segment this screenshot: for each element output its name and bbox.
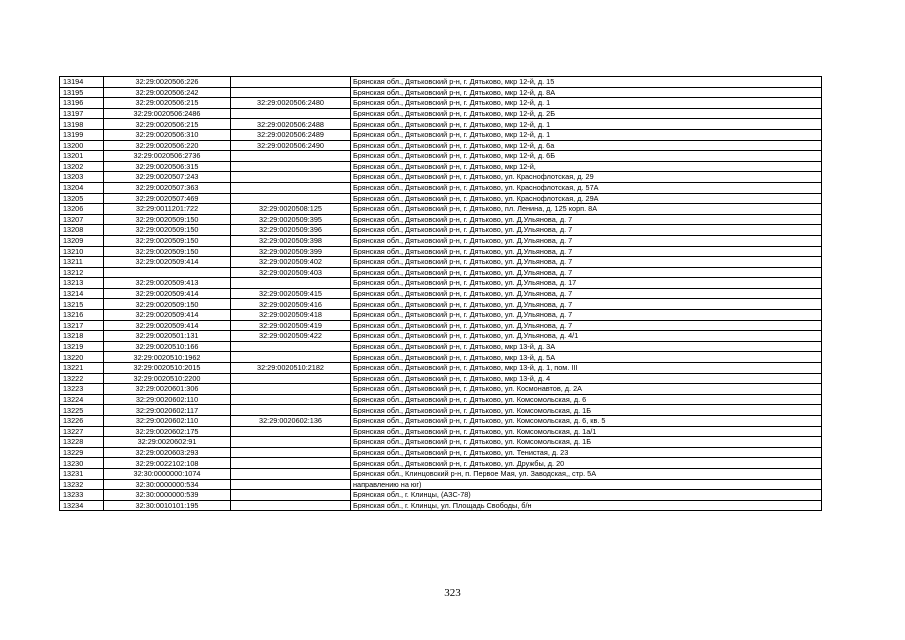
row-number-cell: 13226: [60, 416, 104, 427]
parent-cadastral-number-cell: [231, 278, 351, 289]
row-number-cell: 13219: [60, 341, 104, 352]
address-cell: Брянская обл., г. Клинцы, ул. Площадь Свободы, б/н: [351, 500, 822, 511]
row-number-cell: 13196: [60, 98, 104, 109]
parent-cadastral-number-cell: [231, 447, 351, 458]
cadastral-number-cell: 32:29:0020509:414: [104, 310, 231, 321]
cadastral-number-cell: 32:29:0020506:2736: [104, 151, 231, 162]
table-row: [60, 278, 822, 289]
table-row: [60, 235, 822, 246]
cadastral-number-cell: 32:29:0020506:2486: [104, 108, 231, 119]
row-number-cell: 13216: [60, 310, 104, 321]
cadastral-number-cell: 32:29:0020510:166: [104, 341, 231, 352]
table-row: [60, 426, 822, 437]
table-row: [60, 225, 822, 236]
cadastral-number-cell: 32:29:0020501:131: [104, 331, 231, 342]
row-number-cell: 13218: [60, 331, 104, 342]
address-cell: Брянская обл., Дятьковский р-н, г. Дятьково, мкр 12-й, д. 1: [351, 98, 822, 109]
parent-cadastral-number-cell: [231, 373, 351, 384]
parent-cadastral-number-cell: 32:29:0020509:395: [231, 214, 351, 225]
parent-cadastral-number-cell: 32:29:0020509:398: [231, 235, 351, 246]
address-cell: Брянская обл., Дятьковский р-н, г. Дятьково, мкр 13-й, д. 1, пом. III: [351, 363, 822, 374]
address-cell: Брянская обл., Дятьковский р-н, г. Дятьково, ул. Д.Ульянова, д. 7: [351, 267, 822, 278]
row-number-cell: 13208: [60, 225, 104, 236]
address-cell: Брянская обл., Дятьковский р-н, г. Дятьково, мкр 13-й, д. 5А: [351, 352, 822, 363]
parent-cadastral-number-cell: 32:29:0020509:415: [231, 288, 351, 299]
row-number-cell: 13234: [60, 500, 104, 511]
cadastral-number-cell: 32:29:0020509:414: [104, 320, 231, 331]
table-row: [60, 151, 822, 162]
address-cell: Брянская обл., Дятьковский р-н, г. Дятьково, ул. Д.Ульянова, д. 7: [351, 299, 822, 310]
table-row: [60, 373, 822, 384]
parent-cadastral-number-cell: 32:29:0020509:396: [231, 225, 351, 236]
table-row: [60, 331, 822, 342]
address-cell: Брянская обл., г. Клинцы, (АЗС-78): [351, 490, 822, 501]
row-number-cell: 13224: [60, 394, 104, 405]
parent-cadastral-number-cell: 32:29:0020506:2489: [231, 129, 351, 140]
address-cell: направлению на юг): [351, 479, 822, 490]
parent-cadastral-number-cell: 32:29:0020506:2490: [231, 140, 351, 151]
row-number-cell: 13197: [60, 108, 104, 119]
table-row: [60, 108, 822, 119]
parent-cadastral-number-cell: 32:29:0020510:2182: [231, 363, 351, 374]
cadastral-number-cell: 32:29:0020509:150: [104, 214, 231, 225]
address-cell: Брянская обл., Дятьковский р-н, г. Дятьково, ул. Комсомольская, д. 1а/1: [351, 426, 822, 437]
table-row: [60, 479, 822, 490]
parent-cadastral-number-cell: 32:29:0020508:125: [231, 204, 351, 215]
cadastral-number-cell: 32:30:0000000:1074: [104, 468, 231, 479]
cadastral-number-cell: 32:29:0020507:363: [104, 182, 231, 193]
table-row: [60, 500, 822, 511]
address-cell: Брянская обл., Дятьковский р-н, г. Дятьково, ул. Краснофлотская, д. 29: [351, 172, 822, 183]
cadastral-number-cell: 32:29:0020509:414: [104, 288, 231, 299]
parent-cadastral-number-cell: 32:29:0020509:419: [231, 320, 351, 331]
table-row: [60, 119, 822, 130]
parent-cadastral-number-cell: [231, 468, 351, 479]
parent-cadastral-number-cell: [231, 479, 351, 490]
cadastral-number-cell: 32:29:0020507:243: [104, 172, 231, 183]
parent-cadastral-number-cell: [231, 108, 351, 119]
address-cell: Брянская обл., Дятьковский р-н, г. Дятьково, ул. Комсомольская, д. 1Б: [351, 437, 822, 448]
row-number-cell: 13229: [60, 447, 104, 458]
cadastral-number-cell: 32:29:0020602:91: [104, 437, 231, 448]
row-number-cell: 13223: [60, 384, 104, 395]
address-cell: Брянская обл., Дятьковский р-н, г. Дятьково, ул. Комсомольская, д. 6, кв. 5: [351, 416, 822, 427]
table-row: [60, 394, 822, 405]
table-row: [60, 182, 822, 193]
cadastral-number-cell: 32:29:0020506:315: [104, 161, 231, 172]
cadastral-number-cell: 32:29:0011201:722: [104, 204, 231, 215]
row-number-cell: 13199: [60, 129, 104, 140]
address-cell: Брянская обл., Дятьковский р-н, г. Дятьково, мкр 12-й, д. 2Б: [351, 108, 822, 119]
parent-cadastral-number-cell: [231, 458, 351, 469]
cadastral-number-cell: [104, 267, 231, 278]
parent-cadastral-number-cell: [231, 405, 351, 416]
page-number: 323: [444, 587, 461, 599]
address-cell: Брянская обл., Дятьковский р-н, г. Дятьково, мкр 12-й, д. 15: [351, 77, 822, 88]
parent-cadastral-number-cell: [231, 161, 351, 172]
cadastral-number-cell: 32:29:0020506:310: [104, 129, 231, 140]
address-cell: Брянская обл., Дятьковский р-н, г. Дятьково, пл. Ленина, д. 125 корп. 8А: [351, 204, 822, 215]
address-cell: Брянская обл., Дятьковский р-н, г. Дятьково, ул. Комсомольская, д. 6: [351, 394, 822, 405]
table-row: [60, 363, 822, 374]
table-row: [60, 204, 822, 215]
row-number-cell: 13221: [60, 363, 104, 374]
address-cell: Брянская обл., Дятьковский р-н, г. Дятьково, мкр 12-й,: [351, 161, 822, 172]
table-row: [60, 490, 822, 501]
cadastral-number-cell: 32:29:0020602:117: [104, 405, 231, 416]
parent-cadastral-number-cell: 32:29:0020509:422: [231, 331, 351, 342]
cadastral-number-cell: 32:29:0020601:306: [104, 384, 231, 395]
parent-cadastral-number-cell: [231, 437, 351, 448]
table-row: [60, 246, 822, 257]
row-number-cell: 13209: [60, 235, 104, 246]
address-cell: Брянская обл., Дятьковский р-н, г. Дятьково, ул. Д.Ульянова, д. 4/1: [351, 331, 822, 342]
cadastral-number-cell: 32:29:0020510:1962: [104, 352, 231, 363]
address-cell: Брянская обл., Клинцовский р-н, п. Первое Мая, ул. Заводская,, стр. 5А: [351, 468, 822, 479]
cadastral-number-cell: 32:29:0022102:108: [104, 458, 231, 469]
address-cell: Брянская обл., Дятьковский р-н, г. Дятьково, ул. Тенистая, д. 23: [351, 447, 822, 458]
row-number-cell: 13222: [60, 373, 104, 384]
table-row: [60, 447, 822, 458]
cadastral-table: [59, 76, 822, 511]
table-row: [60, 437, 822, 448]
cadastral-number-cell: 32:29:0020509:414: [104, 257, 231, 268]
table-row: [60, 310, 822, 321]
row-number-cell: 13194: [60, 77, 104, 88]
address-cell: Брянская обл., Дятьковский р-н, г. Дятьково, ул. Д.Ульянова, д. 7: [351, 214, 822, 225]
table-row: [60, 172, 822, 183]
row-number-cell: 13233: [60, 490, 104, 501]
address-cell: Брянская обл., Дятьковский р-н, г. Дятьково, ул. Комсомольская, д. 1Б: [351, 405, 822, 416]
table-row: [60, 341, 822, 352]
cadastral-number-cell: 32:30:0000000:534: [104, 479, 231, 490]
row-number-cell: 13205: [60, 193, 104, 204]
table-row: [60, 214, 822, 225]
table-row: [60, 257, 822, 268]
cadastral-number-cell: 32:29:0020506:220: [104, 140, 231, 151]
row-number-cell: 13203: [60, 172, 104, 183]
cadastral-number-cell: 32:30:0000000:539: [104, 490, 231, 501]
parent-cadastral-number-cell: [231, 151, 351, 162]
cadastral-number-cell: 32:29:0020602:110: [104, 416, 231, 427]
row-number-cell: 13213: [60, 278, 104, 289]
cadastral-number-cell: 32:29:0020507:469: [104, 193, 231, 204]
cadastral-number-cell: 32:29:0020510:2200: [104, 373, 231, 384]
parent-cadastral-number-cell: 32:29:0020509:416: [231, 299, 351, 310]
row-number-cell: 13217: [60, 320, 104, 331]
address-cell: Брянская обл., Дятьковский р-н, г. Дятьково, мкр 13-й, д. 4: [351, 373, 822, 384]
address-cell: Брянская обл., Дятьковский р-н, г. Дятьково, ул. Д.Ульянова, д. 7: [351, 225, 822, 236]
cadastral-number-cell: 32:29:0020509:150: [104, 235, 231, 246]
cadastral-number-cell: 32:29:0020506:242: [104, 87, 231, 98]
parent-cadastral-number-cell: [231, 500, 351, 511]
table-row: [60, 384, 822, 395]
address-cell: Брянская обл., Дятьковский р-н, г. Дятьково, ул. Д.Ульянова, д. 7: [351, 310, 822, 321]
row-number-cell: 13212: [60, 267, 104, 278]
table-row: [60, 77, 822, 88]
table-row: [60, 468, 822, 479]
address-cell: Брянская обл., Дятьковский р-н, г. Дятьково, мкр 12-й, д. 6а: [351, 140, 822, 151]
parent-cadastral-number-cell: [231, 77, 351, 88]
row-number-cell: 13230: [60, 458, 104, 469]
cadastral-table-body: [60, 77, 822, 511]
parent-cadastral-number-cell: 32:29:0020602:136: [231, 416, 351, 427]
row-number-cell: 13195: [60, 87, 104, 98]
address-cell: Брянская обл., Дятьковский р-н, г. Дятьково, ул. Краснофлотская, д. 57А: [351, 182, 822, 193]
table-row: [60, 87, 822, 98]
address-cell: Брянская обл., Дятьковский р-н, г. Дятьково, ул. Д.Ульянова, д. 7: [351, 257, 822, 268]
row-number-cell: 13227: [60, 426, 104, 437]
cadastral-number-cell: 32:29:0020603:293: [104, 447, 231, 458]
address-cell: Брянская обл., Дятьковский р-н, г. Дятьково, ул. Д.Ульянова, д. 7: [351, 246, 822, 257]
cadastral-number-cell: 32:30:0010101:195: [104, 500, 231, 511]
table-row: [60, 352, 822, 363]
parent-cadastral-number-cell: [231, 172, 351, 183]
address-cell: Брянская обл., Дятьковский р-н, г. Дятьково, мкр 12-й, д. 1: [351, 129, 822, 140]
parent-cadastral-number-cell: [231, 384, 351, 395]
address-cell: Брянская обл., Дятьковский р-н, г. Дятьково, ул. Д.Ульянова, д. 7: [351, 235, 822, 246]
row-number-cell: 13198: [60, 119, 104, 130]
parent-cadastral-number-cell: [231, 182, 351, 193]
row-number-cell: 13232: [60, 479, 104, 490]
table-row: [60, 299, 822, 310]
table-row: [60, 193, 822, 204]
table-row: [60, 458, 822, 469]
parent-cadastral-number-cell: [231, 426, 351, 437]
table-row: [60, 129, 822, 140]
cadastral-number-cell: 32:29:0020506:226: [104, 77, 231, 88]
address-cell: Брянская обл., Дятьковский р-н, г. Дятьково, ул. Дружбы, д. 20: [351, 458, 822, 469]
parent-cadastral-number-cell: 32:29:0020506:2480: [231, 98, 351, 109]
row-number-cell: 13214: [60, 288, 104, 299]
table-row: [60, 416, 822, 427]
row-number-cell: 13207: [60, 214, 104, 225]
cadastral-number-cell: 32:29:0020509:150: [104, 299, 231, 310]
row-number-cell: 13225: [60, 405, 104, 416]
row-number-cell: 13202: [60, 161, 104, 172]
parent-cadastral-number-cell: [231, 341, 351, 352]
table-row: [60, 140, 822, 151]
address-cell: Брянская обл., Дятьковский р-н, г. Дятьково, мкр 12-й, д. 6Б: [351, 151, 822, 162]
address-cell: Брянская обл., Дятьковский р-н, г. Дятьково, ул. Д.Ульянова, д. 7: [351, 288, 822, 299]
parent-cadastral-number-cell: 32:29:0020506:2488: [231, 119, 351, 130]
parent-cadastral-number-cell: 32:29:0020509:418: [231, 310, 351, 321]
parent-cadastral-number-cell: 32:29:0020509:402: [231, 257, 351, 268]
cadastral-number-cell: 32:29:0020510:2015: [104, 363, 231, 374]
table-row: [60, 267, 822, 278]
row-number-cell: 13200: [60, 140, 104, 151]
row-number-cell: 13204: [60, 182, 104, 193]
table-row: [60, 161, 822, 172]
table-row: [60, 405, 822, 416]
parent-cadastral-number-cell: [231, 193, 351, 204]
row-number-cell: 13201: [60, 151, 104, 162]
address-cell: Брянская обл., Дятьковский р-н, г. Дятьково, ул. Краснофлотская, д. 29А: [351, 193, 822, 204]
parent-cadastral-number-cell: 32:29:0020509:399: [231, 246, 351, 257]
parent-cadastral-number-cell: [231, 352, 351, 363]
row-number-cell: 13210: [60, 246, 104, 257]
row-number-cell: 13206: [60, 204, 104, 215]
row-number-cell: 13228: [60, 437, 104, 448]
address-cell: Брянская обл., Дятьковский р-н, г. Дятьково, ул. Д.Ульянова, д. 7: [351, 320, 822, 331]
address-cell: Брянская обл., Дятьковский р-н, г. Дятьково, ул. Космонавтов, д. 2А: [351, 384, 822, 395]
parent-cadastral-number-cell: 32:29:0020509:403: [231, 267, 351, 278]
table-row: [60, 98, 822, 109]
address-cell: Брянская обл., Дятьковский р-н, г. Дятьково, мкр 13-й, д. 3А: [351, 341, 822, 352]
cadastral-number-cell: 32:29:0020602:175: [104, 426, 231, 437]
parent-cadastral-number-cell: [231, 490, 351, 501]
cadastral-number-cell: 32:29:0020506:215: [104, 119, 231, 130]
cadastral-number-cell: 32:29:0020509:150: [104, 225, 231, 236]
row-number-cell: 13215: [60, 299, 104, 310]
cadastral-number-cell: 32:29:0020509:413: [104, 278, 231, 289]
parent-cadastral-number-cell: [231, 87, 351, 98]
row-number-cell: 13211: [60, 257, 104, 268]
parent-cadastral-number-cell: [231, 394, 351, 405]
cadastral-number-cell: 32:29:0020602:110: [104, 394, 231, 405]
address-cell: Брянская обл., Дятьковский р-н, г. Дятьково, ул. Д.Ульянова, д. 17: [351, 278, 822, 289]
cadastral-number-cell: 32:29:0020509:150: [104, 246, 231, 257]
address-cell: Брянская обл., Дятьковский р-н, г. Дятьково, мкр 12-й, д. 8А: [351, 87, 822, 98]
address-cell: Брянская обл., Дятьковский р-н, г. Дятьково, мкр 12-й, д. 1: [351, 119, 822, 130]
row-number-cell: 13220: [60, 352, 104, 363]
table-row: [60, 320, 822, 331]
table-row: [60, 288, 822, 299]
cadastral-number-cell: 32:29:0020506:215: [104, 98, 231, 109]
row-number-cell: 13231: [60, 468, 104, 479]
